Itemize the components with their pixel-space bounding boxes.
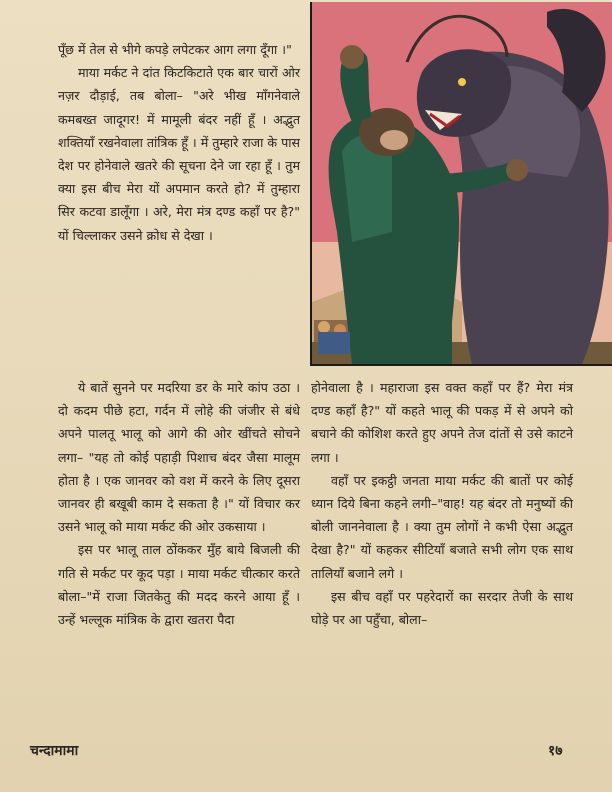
monkey-and-bear-illustration-icon — [312, 2, 612, 364]
story-illustration — [310, 2, 612, 366]
left-text-column — [58, 376, 300, 631]
paragraph: पूँछ में तेल से भीगे कपड़े लपेटकर आग लगा दूँगा ।" — [58, 42, 292, 57]
page-number: १७ — [548, 743, 563, 759]
paragraph: वहाँ पर इकट्ठी जनता माया मर्कट की बातों पर कोई ध्यान दिये बिना कहने लगी–"वाह! यह बंदर तो मनुष्यों की बोली जाननेवाला है । क्या तुम लोगों ने कभी ऐसा अद्भुत देखा है?" यों कहकर सीटियाँ बजाते सभी लोग एक साथ तालियाँ बजाने लगे । — [311, 472, 573, 581]
paragraph: होनेवाला है । महाराजा इस वक्त कहाँ पर हैं? मेरा मंत्र दण्ड कहाँ है?" यों कहते भालू की पकड़ में से अपने को बचाने की कोशिश करते हुए अपने तेज दांतों से उसे काटने लगा । — [311, 380, 573, 465]
paragraph: इस पर भालू ताल ठोंककर मुँह बाये बिजली की गति से मर्कट पर कूद पड़ा । माया मर्कट चीत्कार करते बोला–"में राजा जितकेतु की मदद करने आया हूँ । उन्हें भल्लूक मांत्रिक के द्वारा खतरा पैदा — [58, 542, 300, 628]
top-text-column — [58, 38, 300, 247]
paragraph: ये बातें सुनने पर मदरिया डर के मारे कांप उठा । दो कदम पीछे हटा, गर्दन में लोहे की जंजीर से बंधे अपने पालतू भालू को आगे की ओर खींचते सोचने लगा– "यह तो कोई पहाड़ी पिशाच बंदर जैसा मालूम होता है । एक जानवर को वश में करने के लिए दूसरा जानवर ही बखूबी काम दे सकता है ।" यों विचार कर उसने भालू को माया मर्कट की ओर उकसाया । — [58, 380, 300, 535]
paragraph: माया मर्कट ने दांत किटकिटाते एक बार चारों ओर नज़र दौड़ाई, तब बोला– "अरे भीख माँगनेवाले कमबख्त जादूगर! में मामूली बंदर नहीं हूँ । अद्भुत शक्तियाँ रखनेवाला तांत्रिक हूँ । में तुम्हारे राजा के पास देश पर होनेवाले खतरे की सूचना देने जा रहा हूँ । तुम क्या इस बीच मेरा यों अपमान करते हो? में तुम्हारा सिर कटवा डालूँगा । अरे, मेरा मंत्र दण्ड कहाँ पर है?" यों चिल्लाकर उसने क्रोध से देखा । — [58, 65, 300, 243]
paragraph: इस बीच वहाँ पर पहरेदारों का सरदार तेजी के साथ घोड़े पर आ पहुँचा, बोला– — [311, 588, 573, 628]
magazine-name: चन्दामामा — [30, 743, 79, 759]
right-text-column — [311, 376, 573, 631]
